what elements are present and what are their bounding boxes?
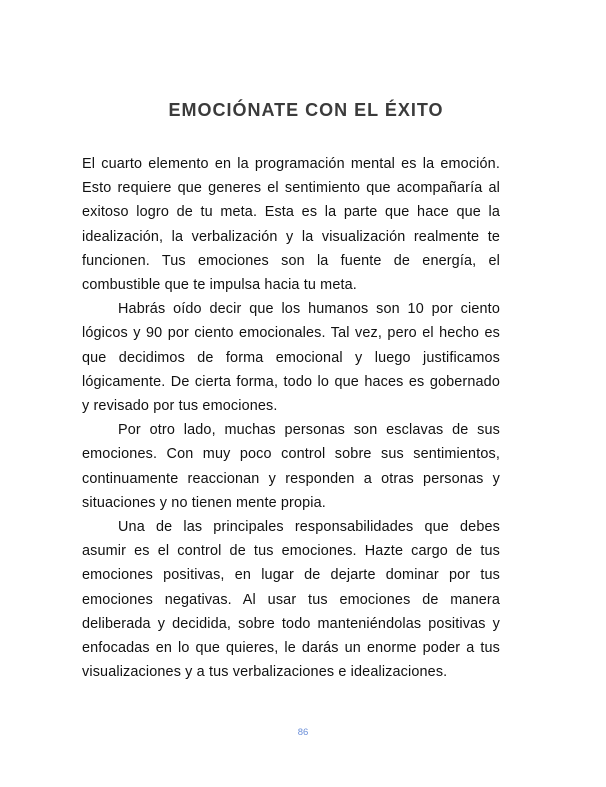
paragraph-3: Por otro lado, muchas personas son esclavas de sus emociones. Con muy poco control sobre sus sentimientos, continuamente reaccionan y responden a otras personas y situaciones y no tienen mente propia. bbox=[82, 422, 500, 511]
body-text bbox=[82, 152, 500, 684]
paragraph-2: Habrás oído decir que los humanos son 10 por ciento lógicos y 90 por ciento emocionales. Tal vez, pero el hecho es que decidimos de forma emocional y luego justificamos lógicamente. De cierta forma, todo lo que haces es gobernado y revisado por tus emociones. bbox=[82, 301, 500, 415]
paragraph-4: Una de las principales responsabilidades que debes asumir es el control de tus emociones. Hazte cargo de tus emociones positivas, en lugar de dejarte dominar por tus emociones negativas. Al usar tus emociones de manera deliberada y decidida, sobre todo manteniéndolas positivas y enfocadas en lo que quieres, le darás un enorme poder a tus visualizaciones y a tus verbalizaciones e idealizaciones. bbox=[82, 519, 500, 681]
page-number: 86 bbox=[297, 727, 309, 738]
page-title: EMOCIÓNATE CON EL ÉXITO bbox=[168, 100, 444, 120]
paragraph-1: El cuarto elemento en la programación mental es la emoción. Esto requiere que generes el sentimiento que acompañaría al exitoso logro de tu meta. Esta es la parte que hace que la idealización, la verbalización y la visualización realmente te funcionen. Tus emociones son la fuente de energía, el combustible que te impulsa hacia tu meta. bbox=[82, 156, 500, 294]
